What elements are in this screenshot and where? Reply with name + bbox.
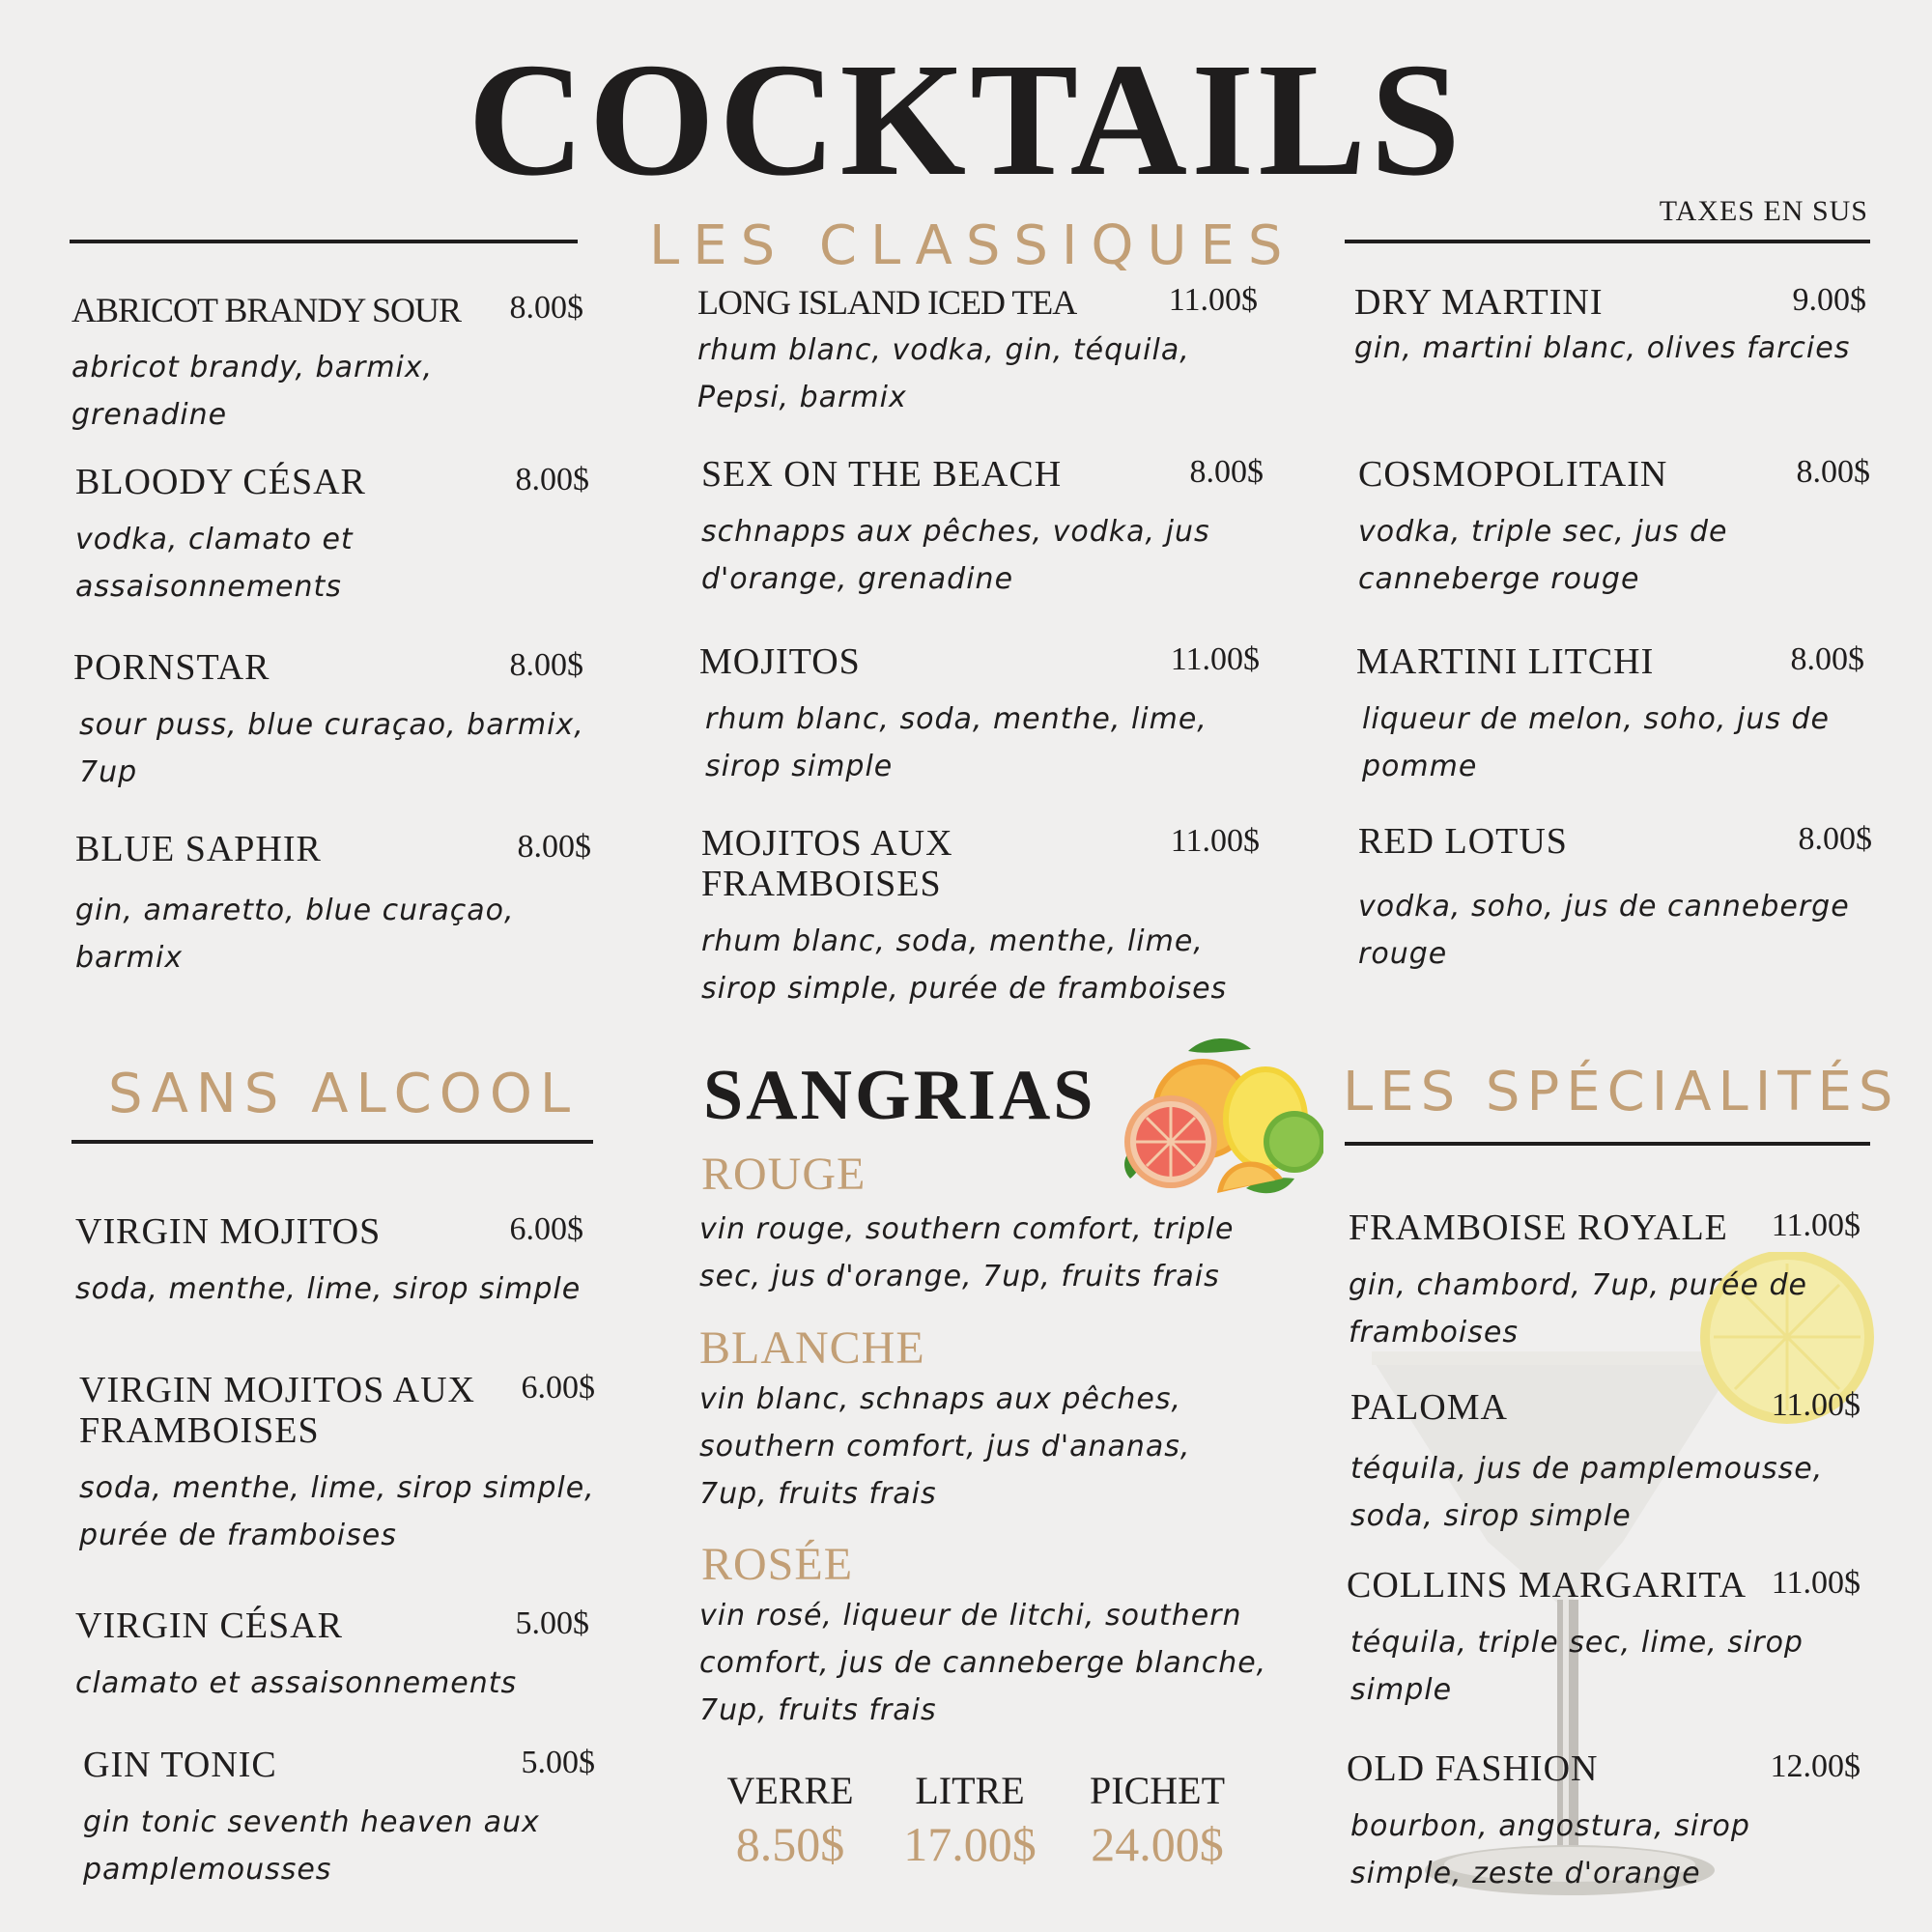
taxes-note: TAXES EN SUS [1659,195,1868,227]
menu-item [75,462,589,611]
item-price: 6.00$ [521,1370,595,1406]
item-description: gin tonic seventh heaven aux pamplemousses [83,1805,540,1887]
item-description: gin, chambord, 7up, purée de framboises [1349,1268,1807,1350]
item-name: SEX ON THE BEACH [701,454,1063,495]
item-description: téquila, jus de pamplemousse, soda, sirop simple [1350,1452,1824,1533]
item-description: gin, amaretto, blue curaçao, barmix [75,894,515,975]
item-price: 11.00$ [1170,641,1260,677]
section-heading-sans-alcool: SANS ALCOOL [108,1063,579,1125]
item-price: 11.00$ [1771,1208,1861,1243]
menu-item [701,823,1260,1012]
item-name: ABRICOT BRANDY SOUR [71,291,462,329]
divider-sans-alcool [71,1140,593,1144]
divider-right [1345,240,1870,243]
menu-item [1349,1208,1861,1356]
item-description: soda, menthe, lime, sirop simple [75,1272,582,1306]
item-name: PALOMA [1350,1387,1508,1428]
item-description: liqueur de melon, soho, jus de pomme [1362,702,1830,783]
section-heading-classiques: LES CLASSIQUES [649,214,1296,277]
item-name: GIN TONIC [83,1745,277,1785]
item-description: gin, martini blanc, olives farcies [1354,331,1851,365]
sangria-rouge-description: vin rouge, southern comfort, triple sec, jus d'orange, 7up, fruits frais [699,1212,1235,1293]
item-description: rhum blanc, soda, menthe, lime, sirop simple, purée de framboises [701,924,1228,1006]
size-label: VERRE [726,1769,854,1812]
item-description: abricot brandy, barmix, grenadine [71,351,434,432]
item-price: 8.00$ [1189,454,1264,490]
item-price: 11.00$ [1771,1387,1861,1423]
item-name: MOJITOS [699,641,861,682]
sangria-blanche-description: vin blanc, schnaps aux pêches, southern comfort, jus d'ananas, 7up, fruits frais [699,1382,1191,1511]
sangria-rosee-description: vin rosé, liqueur de litchi, southern comfort, jus de canneberge blanche, 7up, fruits frais [699,1599,1267,1727]
item-description: rhum blanc, soda, menthe, lime, sirop simple [705,702,1208,783]
item-name: PORNSTAR [73,647,270,688]
item-name: MOJITOS AUX FRAMBOISES [701,823,953,904]
item-price: 11.00$ [1168,282,1258,318]
menu-item [83,1745,595,1893]
item-description: rhum blanc, vodka, gin, téquila, Pepsi, barmix [697,333,1190,414]
item-name: LONG ISLAND ICED TEA [697,283,1077,322]
divider-specialites [1345,1142,1870,1146]
menu-item [73,647,583,796]
size-price: 24.00$ [1091,1817,1224,1871]
menu-item [79,1370,595,1559]
item-description: vodka, clamato et assaisonnements [75,523,354,604]
section-heading-sangrias: SANGRIAS [703,1056,1096,1135]
item-name: VIRGIN CÉSAR [75,1605,343,1646]
item-name: VIRGIN MOJITOS AUX FRAMBOISES [79,1370,475,1451]
item-price: 8.00$ [517,829,591,865]
item-description: bourbon, angostura, sirop simple, zeste d'orange [1350,1809,1750,1890]
item-price: 8.00$ [509,647,583,683]
section-heading-specialites: LES SPÉCIALITÉS [1343,1061,1900,1123]
item-description: schnapps aux pêches, vodka, jus d'orange, grenadine [701,515,1210,596]
menu-item [1356,641,1864,790]
menu-item [75,1605,589,1707]
menu-item [1347,1565,1861,1714]
item-name: DRY MARTINI [1354,282,1604,323]
item-name: VIRGIN MOJITOS [75,1211,382,1252]
citrus-fruits-illustration [1111,1034,1323,1208]
item-name: COSMOPOLITAIN [1358,454,1668,495]
item-price: 8.00$ [515,462,589,497]
menu-item [75,1211,583,1313]
sangria-blanche-label: BLANCHE [699,1322,925,1374]
menu-item [75,829,591,981]
item-name: RED LOTUS [1358,821,1568,862]
menu-item [699,641,1260,790]
item-price: 8.00$ [1796,454,1870,490]
menu-item [1358,821,1872,978]
size-price: 8.50$ [735,1817,845,1871]
item-name: BLOODY CÉSAR [75,462,366,502]
size-price: 17.00$ [903,1817,1037,1871]
item-price: 5.00$ [521,1745,595,1780]
item-name: MARTINI LITCHI [1356,641,1655,682]
menu-item [697,282,1260,421]
item-name: COLLINS MARGARITA [1347,1565,1747,1605]
item-price: 8.00$ [1790,641,1864,677]
item-description: vodka, soho, jus de canneberge rouge [1358,890,1850,971]
page-title: COCKTAILS [468,30,1464,210]
item-name: OLD FASHION [1347,1748,1599,1789]
item-description: vodka, triple sec, jus de canneberge rouge [1358,515,1728,596]
item-name: FRAMBOISE ROYALE [1349,1208,1728,1248]
item-price: 9.00$ [1792,282,1866,318]
item-price: 12.00$ [1770,1748,1861,1784]
menu-item [1350,1387,1861,1540]
size-label: LITRE [915,1769,1025,1812]
divider-left [70,240,578,243]
menu-item [1358,454,1870,603]
sangria-rosee-label: ROSÉE [701,1539,854,1590]
item-name: BLUE SAPHIR [75,829,322,869]
item-description: soda, menthe, lime, sirop simple, purée de framboises [79,1471,595,1552]
item-description: clamato et assaisonnements [75,1666,518,1700]
menu-item [701,454,1264,603]
item-price: 6.00$ [509,1211,583,1247]
item-description: sour puss, blue curaçao, barmix, 7up [79,708,584,789]
item-price: 8.00$ [509,290,583,326]
menu-item [1347,1748,1861,1897]
menu-item [1354,282,1866,372]
item-price: 5.00$ [515,1605,589,1641]
item-price: 11.00$ [1170,823,1260,859]
size-label: PICHET [1090,1769,1225,1812]
sangria-rouge-label: ROUGE [701,1149,867,1200]
item-price: 11.00$ [1771,1565,1861,1601]
menu-item [71,290,589,439]
item-description: téquila, triple sec, lime, sirop simple [1350,1626,1804,1707]
item-price: 8.00$ [1798,821,1872,857]
